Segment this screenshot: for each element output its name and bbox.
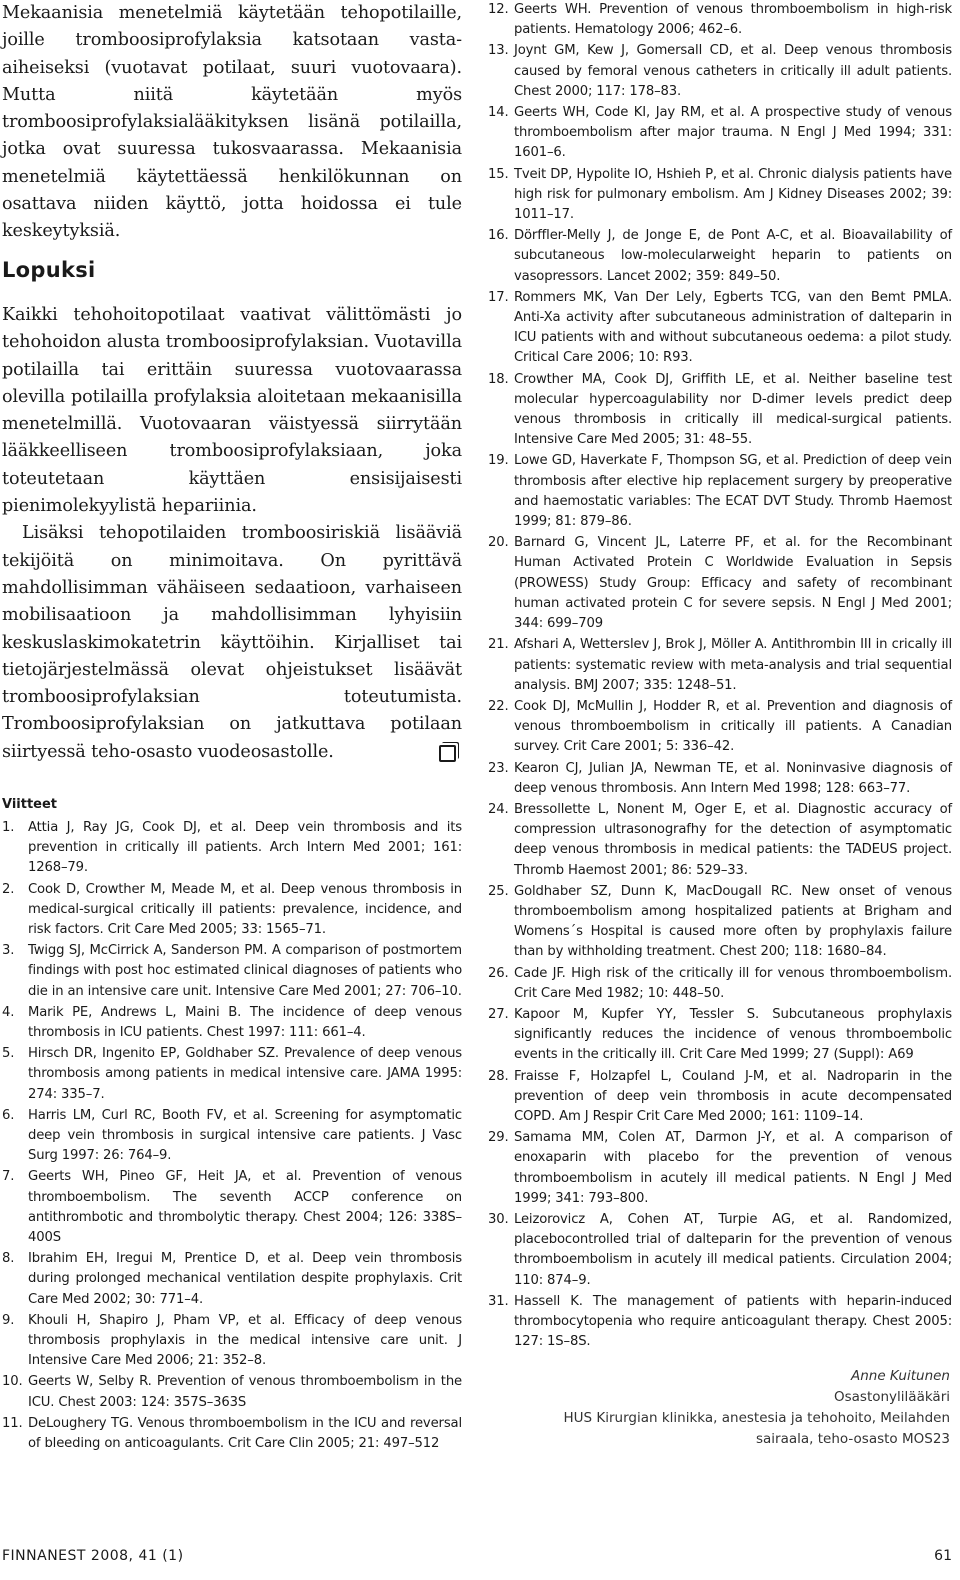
reference-text: Cook D, Crowther M, Meade M, et al. Deep venous thrombosis in medical-surgical critically ill patients: prevalence, incidence, and risk factors. Crit Care Med 2005; 33: 1565–71. bbox=[28, 881, 462, 938]
reference-number: 30. bbox=[488, 1211, 509, 1227]
reference-item bbox=[488, 800, 952, 881]
reference-item bbox=[2, 1372, 462, 1412]
reference-number: 21. bbox=[488, 637, 509, 653]
reference-number: 17. bbox=[488, 289, 509, 305]
reference-text: Twigg SJ, McCirrick A, Sanderson PM. A comparison of postmortem findings with post hoc estimated clinical diagnoses of patients who die in an intensive care unit. Intensive Care Med 2001; 27: 706–10. bbox=[28, 943, 462, 999]
conclusion-paragraph-1: Kaikki tehohoitopotilaat vaativat välittömästi jo tehohoidon alusta tromboosiprofylaksian. Vuotavilla potilailla tai erittäin suuressa vuotovaarassa olevilla potilailla profylaksia aloitetaan mekaanisilla menetelmillä. Vuotovaaran väistyessä siirrytään lääkkeelliseen tromboosiprofylaksiaan, joka toteutetaan käyttäen ensisijaisesti pienimolekyylistä hepariinia. bbox=[2, 305, 462, 517]
reference-number: 13. bbox=[488, 43, 509, 59]
reference-text: Attia J, Ray JG, Cook DJ, et al. Deep vein thrombosis and its prevention in critically ill patients. Arch Intern Med 2001; 161: 1268–79. bbox=[28, 820, 462, 876]
reference-text: Geerts WH, Pineo GF, Heit JA, et al. Prevention of venous thromboembolism. The seventh ACCP conference on antithrombotic and thrombolytic therapy. Chest 2004; 126: 338S–400S bbox=[28, 1169, 462, 1246]
reference-text: Joynt GM, Kew J, Gomersall CD, et al. Deep venous thrombosis caused by femoral venous catheters in critically ill adult patients. Chest 2000; 117: 178–83. bbox=[514, 43, 952, 99]
reference-item bbox=[2, 1044, 462, 1105]
reference-item bbox=[488, 1067, 952, 1128]
reference-item bbox=[488, 288, 952, 369]
page-number: 61 bbox=[934, 1548, 952, 1564]
reference-item bbox=[488, 1292, 952, 1353]
reference-item bbox=[488, 697, 952, 758]
reference-item bbox=[488, 41, 952, 102]
reference-number: 6. bbox=[2, 1107, 15, 1123]
reference-text: Kapoor M, Kupfer YY, Tessler S. Subcutaneous prophylaxis significantly reduces the incidence of venous thromboembolic events in the critically ill. Crit Care Med 1999; 27 (Suppl): A69 bbox=[514, 1006, 952, 1063]
reference-text: Hirsch DR, Ingenito EP, Goldhaber SZ. Prevalence of deep venous thrombosis among patients in medical intensive care. JAMA 1995: 274: 335–7. bbox=[28, 1046, 462, 1102]
reference-number: 1. bbox=[2, 820, 15, 835]
reference-item bbox=[488, 964, 952, 1004]
reference-item bbox=[2, 1249, 462, 1310]
reference-number: 23. bbox=[488, 760, 509, 776]
reference-item bbox=[488, 759, 952, 799]
conclusion-paragraph-2 bbox=[2, 520, 462, 766]
reference-item bbox=[2, 880, 462, 941]
author-title: Osastonylilääkäri bbox=[833, 1389, 950, 1405]
reference-item bbox=[488, 165, 952, 226]
author-signature bbox=[564, 1366, 951, 1450]
references-heading: Viitteet bbox=[2, 797, 58, 812]
reference-number: 20. bbox=[488, 535, 509, 551]
reference-text: Cook DJ, McMullin J, Hodder R, et al. Prevention and diagnosis of venous thromboembolism in critically ill patients. A Canadian survey. Crit Care 2001; 5: 336–42. bbox=[514, 698, 952, 755]
reference-text: Goldhaber SZ, Dunn K, MacDougall RC. New onset of venous thromboembolism among hospitalized patients at Brigham and Womens´s Hospital is caused more often by prophylaxis failure than by withholding treatment. Chest 200; 118: 1680–84. bbox=[514, 883, 952, 960]
journal-footer: FINNANEST 2008, 41 (1) bbox=[2, 1548, 184, 1564]
references-list-left bbox=[2, 818, 462, 1455]
reference-item bbox=[2, 818, 462, 879]
reference-number: 28. bbox=[488, 1068, 509, 1084]
reference-item bbox=[2, 1003, 462, 1043]
end-of-article-icon bbox=[439, 745, 456, 762]
intro-paragraph: Mekaanisia menetelmiä käytetään tehopotilaille, joille tromboosiprofylaksia katsotaan vasta-aiheiseksi (vuotavat potilaat, suuri vuotovaara). Mutta niitä käytetään myös tromboosiprofylaksialääkityksen lisänä potilailla, jotka ovat suuressa tukosvaarassa. Mekaanisia menetelmiä käytettäessä henkilökunnan on osattava niiden käyttö, jotta hoidossa ei tule keskeytyksiä. bbox=[2, 3, 462, 242]
reference-number: 8. bbox=[2, 1251, 15, 1267]
author-name: Anne Kuitunen bbox=[850, 1368, 950, 1384]
reference-number: 22. bbox=[488, 698, 509, 714]
reference-text: Geerts WH, Code KI, Jay RM, et al. A prospective study of venous thromboembolism after major trauma. N Engl J Med 1994; 331: 1601–6. bbox=[514, 105, 952, 161]
reference-text: Rommers MK, Van Der Lely, Egberts TCG, van den Bemt PMLA. Anti-Xa activity after subcutaneous administration of dalteparin in ICU patients with and without subcutaneous oedema: a pilot study. Critical Care 2006; 10: R93. bbox=[514, 289, 952, 366]
reference-item bbox=[488, 370, 952, 451]
reference-text: Kearon CJ, Julian JA, Newman TE, et al. Noninvasive diagnosis of deep venous thrombosis. Ann Intern Med 1998; 128: 663–77. bbox=[514, 760, 952, 796]
reference-text: Crowther MA, Cook DJ, Griffith LE, et al. Neither baseline test molecular hypercoagulability nor D-dimer levels predict deep venous thrombosis in critically ill medical-surgical patients. Intensive Care Med 2005; 31: 48–55. bbox=[514, 371, 952, 448]
reference-item bbox=[488, 533, 952, 634]
conclusion-text bbox=[2, 302, 462, 766]
reference-item bbox=[488, 0, 952, 40]
reference-number: 11. bbox=[2, 1415, 23, 1431]
reference-item bbox=[488, 882, 952, 963]
reference-text: Marik PE, Andrews L, Maini B. The incidence of deep venous thrombosis in ICU patients. Chest 1997: 111: 661–4. bbox=[28, 1004, 462, 1041]
reference-number: 10. bbox=[2, 1374, 23, 1390]
reference-text: Leizorovicz A, Cohen AT, Turpie AG, et al. Randomized, placebocontrolled trial of dalteparin for the prevention of venous thromboembolism in acutely ill medical patients. Circulation 2004; 110: 874–9. bbox=[514, 1211, 952, 1288]
reference-item bbox=[488, 1005, 952, 1066]
reference-text: Afshari A, Wetterslev J, Brok J, Möller A. Antithrombin III in crically ill patients: systematic review with meta-analysis and trial sequential analysis. BMJ 2007; 335: 1248–51. bbox=[514, 637, 952, 693]
reference-text: Harris LM, Curl RC, Booth FV, et al. Screening for asymptomatic deep vein thrombosis in surgical intensive care patients. J Vasc Surg 1997: 26: 764–9. bbox=[28, 1107, 462, 1164]
reference-number: 12. bbox=[488, 2, 509, 17]
reference-number: 5. bbox=[2, 1046, 15, 1062]
reference-number: 4. bbox=[2, 1004, 15, 1020]
reference-number: 16. bbox=[488, 228, 509, 244]
reference-number: 9. bbox=[2, 1312, 15, 1328]
reference-number: 31. bbox=[488, 1293, 509, 1309]
reference-number: 18. bbox=[488, 371, 509, 387]
reference-number: 24. bbox=[488, 801, 509, 817]
author-affiliation-line-1: HUS Kirurgian klinikka, anestesia ja tehohoito, Meilahden bbox=[563, 1410, 950, 1426]
reference-text: Cade JF. High risk of the critically ill for venous thromboembolism. Crit Care Med 1982; 10: 448–50. bbox=[514, 965, 952, 1001]
reference-item bbox=[2, 1311, 462, 1372]
section-heading-lopuksi: Lopuksi bbox=[2, 258, 96, 282]
references-list-right bbox=[488, 0, 952, 1353]
reference-text: Bressollette L, Nonent M, Oger E, et al. Diagnostic accuracy of compression ultrasonografhy for the detection of asymptomatic deep venous thrombosis in medical patients: the TADEUS project. Thromb Haemost 2001; 86: 529–33. bbox=[514, 801, 952, 878]
reference-item bbox=[2, 1414, 462, 1454]
reference-text: Barnard G, Vincent JL, Laterre PF, et al. for the Recombinant Human Activated Protein C Worldwide Evaluation in Sepsis (PROWESS) Study Group: Efficacy and safety of recombinant human activated protein C for severe sepsis. N Engl J Med 2001; 344: 699–709 bbox=[514, 535, 952, 632]
reference-number: 19. bbox=[488, 453, 509, 469]
reference-number: 14. bbox=[488, 105, 509, 121]
reference-text: Samama MM, Colen AT, Darmon J-Y, et al. A comparison of enoxaparin with placebo for the prevention of venous thromboembolism in acutely ill medical patients. N Engl J Med 1999; 341: 793–800. bbox=[514, 1130, 952, 1206]
reference-item bbox=[488, 635, 952, 696]
reference-number: 25. bbox=[488, 883, 509, 899]
reference-item bbox=[488, 1128, 952, 1209]
reference-number: 7. bbox=[2, 1169, 15, 1185]
reference-text: Ibrahim EH, Iregui M, Prentice D, et al. Deep vein thrombosis during prolonged mechanical ventilation despite prophylaxis. Crit Care Med 2002; 30: 771–4. bbox=[28, 1251, 462, 1307]
reference-text: Geerts W, Selby R. Prevention of venous thromboembolism in the ICU. Chest 2003: 124: 357S–363S bbox=[28, 1374, 462, 1410]
reference-item bbox=[488, 103, 952, 164]
reference-item bbox=[2, 1167, 462, 1248]
reference-text: Khouli H, Shapiro J, Pham VP, et al. Efficacy of deep venous thrombosis prophylaxis in the medical intensive care unit. J Intensive Care Med 2006; 21: 352–8. bbox=[28, 1312, 462, 1369]
reference-number: 29. bbox=[488, 1130, 509, 1146]
reference-item bbox=[488, 1210, 952, 1291]
reference-text: Hassell K. The management of patients with heparin-induced thrombocytopenia who require anticoagulant therapy. Chest 2005: 127: 1S–8S. bbox=[514, 1293, 952, 1350]
reference-text: Tveit DP, Hypolite IO, Hshieh P, et al. Chronic dialysis patients have high risk for pulmonary embolism. Am J Kidney Diseases 2002; 39: 1011–17. bbox=[514, 166, 952, 223]
reference-item bbox=[2, 941, 462, 1002]
reference-item bbox=[2, 1106, 462, 1167]
reference-number: 27. bbox=[488, 1006, 509, 1022]
reference-text: Fraisse F, Holzapfel L, Couland J-M, et al. Nadroparin in the prevention of deep vein thrombosis in acute decompensated COPD. Am J Respir Crit Care Med 2000; 161: 1109–14. bbox=[514, 1068, 952, 1124]
reference-number: 3. bbox=[2, 943, 15, 959]
conclusion-paragraph-2-text: Lisäksi tehopotilaiden tromboosiriskiä lisääviä tekijöitä on minimoitava. On pyrittävä mahdollisimman vähäiseen sedaatioon, varhaiseen mobilisaatioon ja mahdollisimman lyhyisiin keskuslaskimokatetrin käyttöihin. Kirjalliset tai tietojärjestelmässä olevat ohjeistukset lisäävät tromboosiprofylaksian toteutumista. Tromboosiprofylaksian on jatkuttava potilaan siirtyessä teho-osasto vuodeosastolle. bbox=[2, 523, 462, 762]
reference-text: Dörffler-Melly J, de Jonge E, de Pont A-C, et al. Bioavailability of subcutaneous low-molecularweight heparin to patients on vasopressors. Lancet 2002; 359: 849–50. bbox=[514, 228, 952, 284]
author-affiliation-line-2: sairaala, teho-osasto MOS23 bbox=[755, 1431, 950, 1447]
reference-number: 15. bbox=[488, 166, 509, 182]
reference-item bbox=[488, 451, 952, 532]
reference-item bbox=[488, 226, 952, 287]
reference-text: Lowe GD, Haverkate F, Thompson SG, et al. Prediction of deep vein thrombosis after elective hip replacement surgery by preoperative and haemostatic variables: The ECAT DVT Study. Thromb Haemost 1999; 81: 879–86. bbox=[514, 453, 952, 530]
reference-number: 2. bbox=[2, 881, 15, 897]
reference-text: DeLoughery TG. Venous thromboembolism in the ICU and reversal of bleeding on anticoagulants. Crit Care Clin 2005; 21: 497–512 bbox=[28, 1415, 462, 1452]
reference-number: 26. bbox=[488, 965, 509, 981]
reference-text: Geerts WH. Prevention of venous thromboembolism in high-risk patients. Hematology 2006; 462–6. bbox=[514, 2, 952, 38]
